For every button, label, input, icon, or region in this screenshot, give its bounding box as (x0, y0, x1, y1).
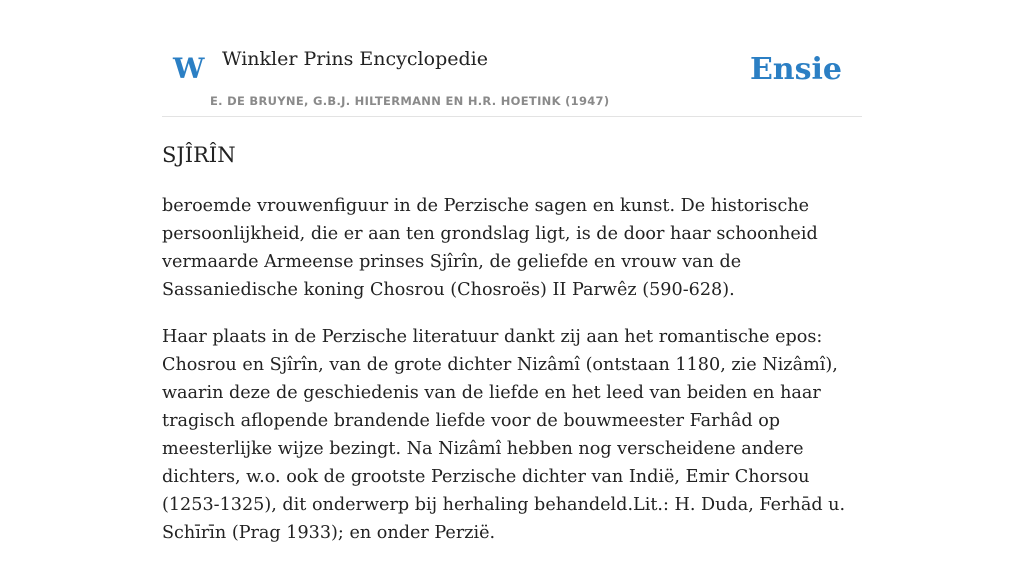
source-header (162, 0, 862, 117)
article-paragraph: beroemde vrouwenfiguur in de Perzische sagen en kunst. De historische persoonlijkheid, die er aan ten grondslag ligt, is de door haar schoonheid vermaarde Armeense prinses Sjîrîn, de geliefde en vrouw van de Sassaniedische koning Chosrou (Chosroës) II Parwêz (590-628). (162, 196, 818, 300)
article-paragraph: Haar plaats in de Perzische literatuur dankt zij aan het romantische epos: Chosrou en Sjîrîn, van de grote dichter Nizâmî (ontstaan 1180, zie Nizâmî), waarin deze de geschiedenis van de liefde en het leed van beiden en haar tragisch aflopende brandende liefde voor de bouwmeester Farhâd op meesterlijke wijze bezingt. Na Nizâmî hebben nog verscheidene andere dichters, w.o. ook de grootste Perzische dichter van Indië, Emir Chorsou (1253-1325), dit onderwerp bij herhaling behandeld.Lit.: H. Duda, Ferhād u. Schīrīn (Prag 1933); en onder Perzië. (162, 327, 846, 543)
ensie-logo[interactable]: Ensie (749, 52, 842, 87)
article-body (162, 192, 862, 566)
source-title[interactable]: Winkler Prins Encyclopedie (222, 48, 488, 70)
source-authors: E. DE BRUYNE, G.B.J. HILTERMANN EN H.R. HOETINK (1947) (210, 94, 610, 108)
entry-title: SJÎRÎN (162, 143, 236, 167)
winkler-prins-logo-icon[interactable]: W (173, 52, 205, 85)
